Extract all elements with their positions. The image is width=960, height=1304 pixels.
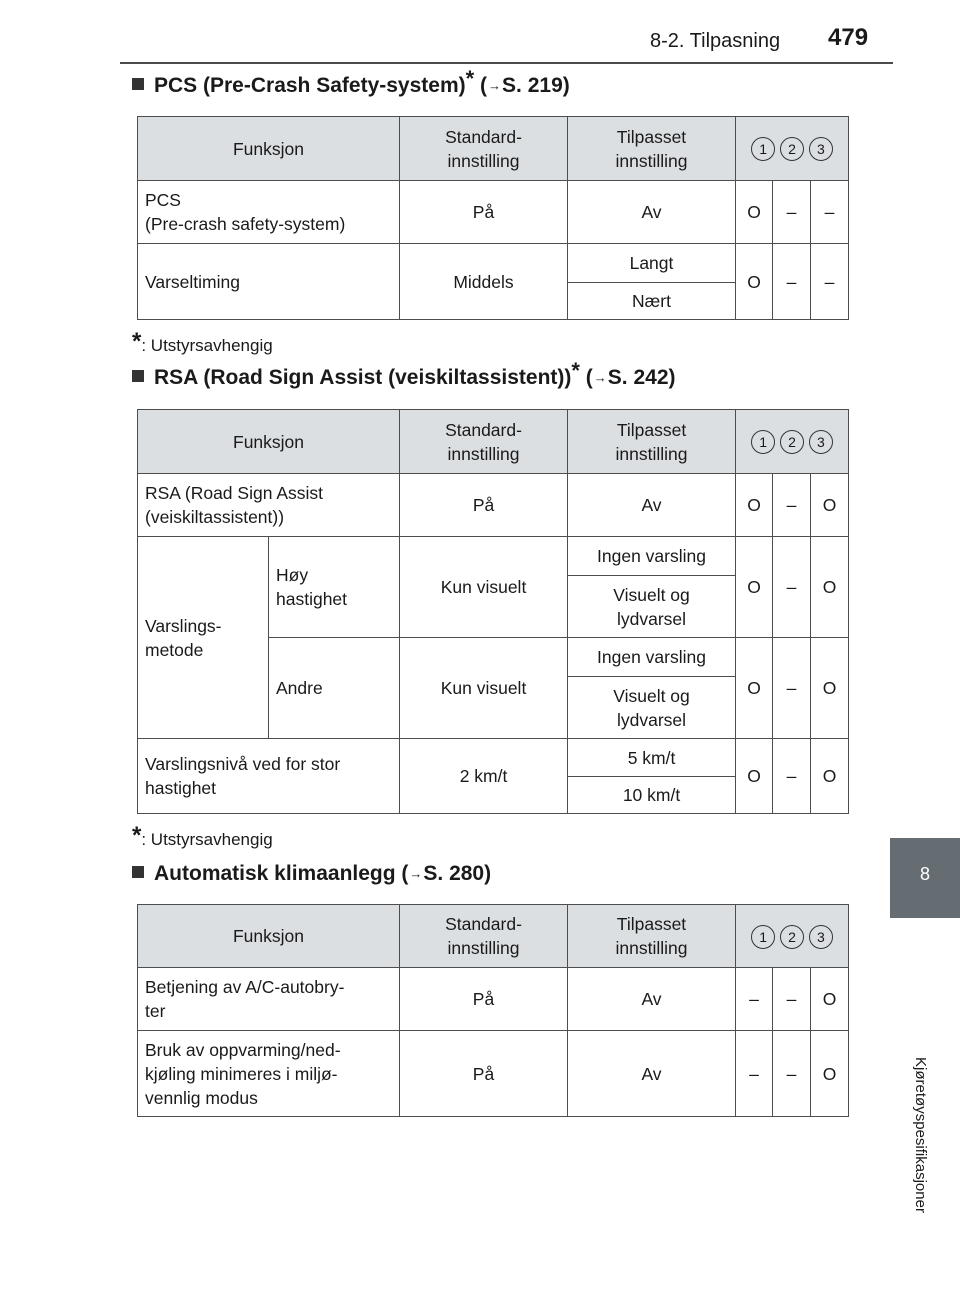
std-cell: På — [400, 968, 568, 1031]
func-cell: PCS (Pre-crash safety-system) — [138, 181, 400, 244]
chapter-number: 8 — [919, 864, 930, 884]
col2-cell: – — [773, 537, 811, 638]
col2-cell: – — [773, 638, 811, 739]
footnote: *: Utstyrsavhengig — [132, 328, 273, 355]
col3-cell: – — [811, 181, 849, 244]
pcs-ref-link[interactable]: S. 219) — [502, 74, 570, 97]
custom-cell: 5 km/t — [568, 739, 736, 777]
arrow-right-icon: → — [488, 78, 502, 93]
func-cell: RSA (Road Sign Assist (veiskiltassistent)) — [138, 474, 400, 537]
col1-cell: O — [736, 638, 773, 739]
table-row — [138, 244, 849, 283]
col1-cell: – — [736, 1031, 773, 1117]
col1-cell: O — [736, 244, 773, 320]
col2-cell: – — [773, 244, 811, 320]
std-cell: Kun visuelt — [400, 638, 568, 739]
col2-cell: – — [773, 474, 811, 537]
climate-title: Automatisk klimaanlegg ( — [154, 862, 409, 885]
col-numbers — [736, 410, 849, 474]
section-title: 8-2. Tilpasning — [650, 30, 781, 52]
table-row — [138, 1031, 849, 1117]
header-divider — [120, 62, 893, 64]
circle-1-icon: 1 — [751, 430, 775, 454]
func-cell: Bruk av oppvarming/ned- kjøling minimeres i miljø- vennlig modus — [138, 1031, 400, 1117]
ref-open: ( — [480, 74, 488, 97]
pcs-heading — [132, 66, 570, 98]
col3-cell: O — [811, 638, 849, 739]
climate-table — [137, 904, 849, 1117]
col-tilpasset: Tilpasset innstilling — [568, 117, 736, 181]
rsa-title: RSA (Road Sign Assist (veiskiltassistent)) — [154, 366, 572, 389]
col-numbers — [736, 905, 849, 968]
col-standard: Standard- innstilling — [400, 905, 568, 968]
col1-cell: O — [736, 537, 773, 638]
col-standard: Standard- innstilling — [400, 410, 568, 474]
table-row — [138, 968, 849, 1031]
col3-cell: O — [811, 1031, 849, 1117]
table-header-row — [138, 410, 849, 474]
bullet-square-icon — [132, 866, 144, 878]
climate-heading — [132, 862, 491, 886]
col-tilpasset: Tilpasset innstilling — [568, 410, 736, 474]
footnote-star: * — [571, 358, 580, 383]
custom-cell: Langt — [568, 244, 736, 283]
circle-2-icon: 2 — [780, 137, 804, 161]
pcs-table — [137, 116, 849, 320]
col-funksjon: Funksjon — [138, 117, 400, 181]
func-cell: Varslingsnivå ved for stor hastighet — [138, 739, 400, 814]
col3-cell: – — [811, 244, 849, 320]
custom-cell: Av — [568, 474, 736, 537]
circle-3-icon: 3 — [809, 137, 833, 161]
table-row — [138, 739, 849, 777]
col3-cell: O — [811, 474, 849, 537]
custom-cell: Visuelt og lydvarsel — [568, 576, 736, 638]
std-cell: Middels — [400, 244, 568, 320]
arrow-right-icon: → — [593, 370, 607, 385]
col-numbers — [736, 117, 849, 181]
func-cell: Varseltiming — [138, 244, 400, 320]
arrow-right-icon: → — [409, 866, 423, 881]
std-cell: 2 km/t — [400, 739, 568, 814]
col-standard: Standard- innstilling — [400, 117, 568, 181]
table-header-row — [138, 905, 849, 968]
col1-cell: O — [736, 474, 773, 537]
bullet-square-icon — [132, 78, 144, 90]
circle-1-icon: 1 — [751, 925, 775, 949]
footnote: *: Utstyrsavhengig — [132, 822, 273, 849]
bullet-square-icon — [132, 370, 144, 382]
custom-cell: 10 km/t — [568, 777, 736, 814]
custom-cell: Ingen varsling — [568, 537, 736, 576]
col-funksjon: Funksjon — [138, 410, 400, 474]
std-cell: På — [400, 181, 568, 244]
table-header-row — [138, 117, 849, 181]
col3-cell: O — [811, 968, 849, 1031]
circle-3-icon: 3 — [809, 925, 833, 949]
ref-open: ( — [585, 366, 593, 389]
chapter-label: Kjøretøyspesifikasjoner — [912, 1057, 929, 1213]
col2-cell: – — [773, 1031, 811, 1117]
custom-cell: Ingen varsling — [568, 638, 736, 677]
col-tilpasset: Tilpasset innstilling — [568, 905, 736, 968]
col3-cell: O — [811, 739, 849, 814]
custom-cell: Av — [568, 1031, 736, 1117]
std-cell: Kun visuelt — [400, 537, 568, 638]
col1-cell: – — [736, 968, 773, 1031]
col1-cell: O — [736, 181, 773, 244]
page-number: 479 — [828, 24, 869, 51]
pcs-title: PCS (Pre-Crash Safety-system) — [154, 74, 466, 97]
circle-2-icon: 2 — [780, 430, 804, 454]
rsa-ref-link[interactable]: S. 242) — [607, 366, 676, 389]
chapter-tab[interactable] — [890, 838, 960, 918]
rsa-heading — [132, 358, 676, 390]
custom-cell: Visuelt og lydvarsel — [568, 677, 736, 739]
footnote-star: * — [465, 66, 475, 91]
rsa-table — [137, 409, 849, 814]
col2-cell: – — [773, 181, 811, 244]
custom-cell: Av — [568, 181, 736, 244]
table-row — [138, 474, 849, 537]
group-label-cell: Varslings- metode — [138, 537, 269, 739]
climate-ref-link[interactable]: S. 280) — [423, 862, 492, 885]
func-cell: Betjening av A/C-autobry- ter — [138, 968, 400, 1031]
table-row — [138, 181, 849, 244]
circle-3-icon: 3 — [809, 430, 833, 454]
col1-cell: O — [736, 739, 773, 814]
col-funksjon: Funksjon — [138, 905, 400, 968]
custom-cell: Av — [568, 968, 736, 1031]
std-cell: På — [400, 1031, 568, 1117]
col3-cell: O — [811, 537, 849, 638]
col2-cell: – — [773, 739, 811, 814]
table-row — [138, 537, 849, 576]
high-speed-cell: Høy hastighet — [269, 537, 400, 638]
other-cell: Andre — [269, 638, 400, 739]
std-cell: På — [400, 474, 568, 537]
custom-cell: Nært — [568, 283, 736, 320]
circle-2-icon: 2 — [780, 925, 804, 949]
col2-cell: – — [773, 968, 811, 1031]
circle-1-icon: 1 — [751, 137, 775, 161]
